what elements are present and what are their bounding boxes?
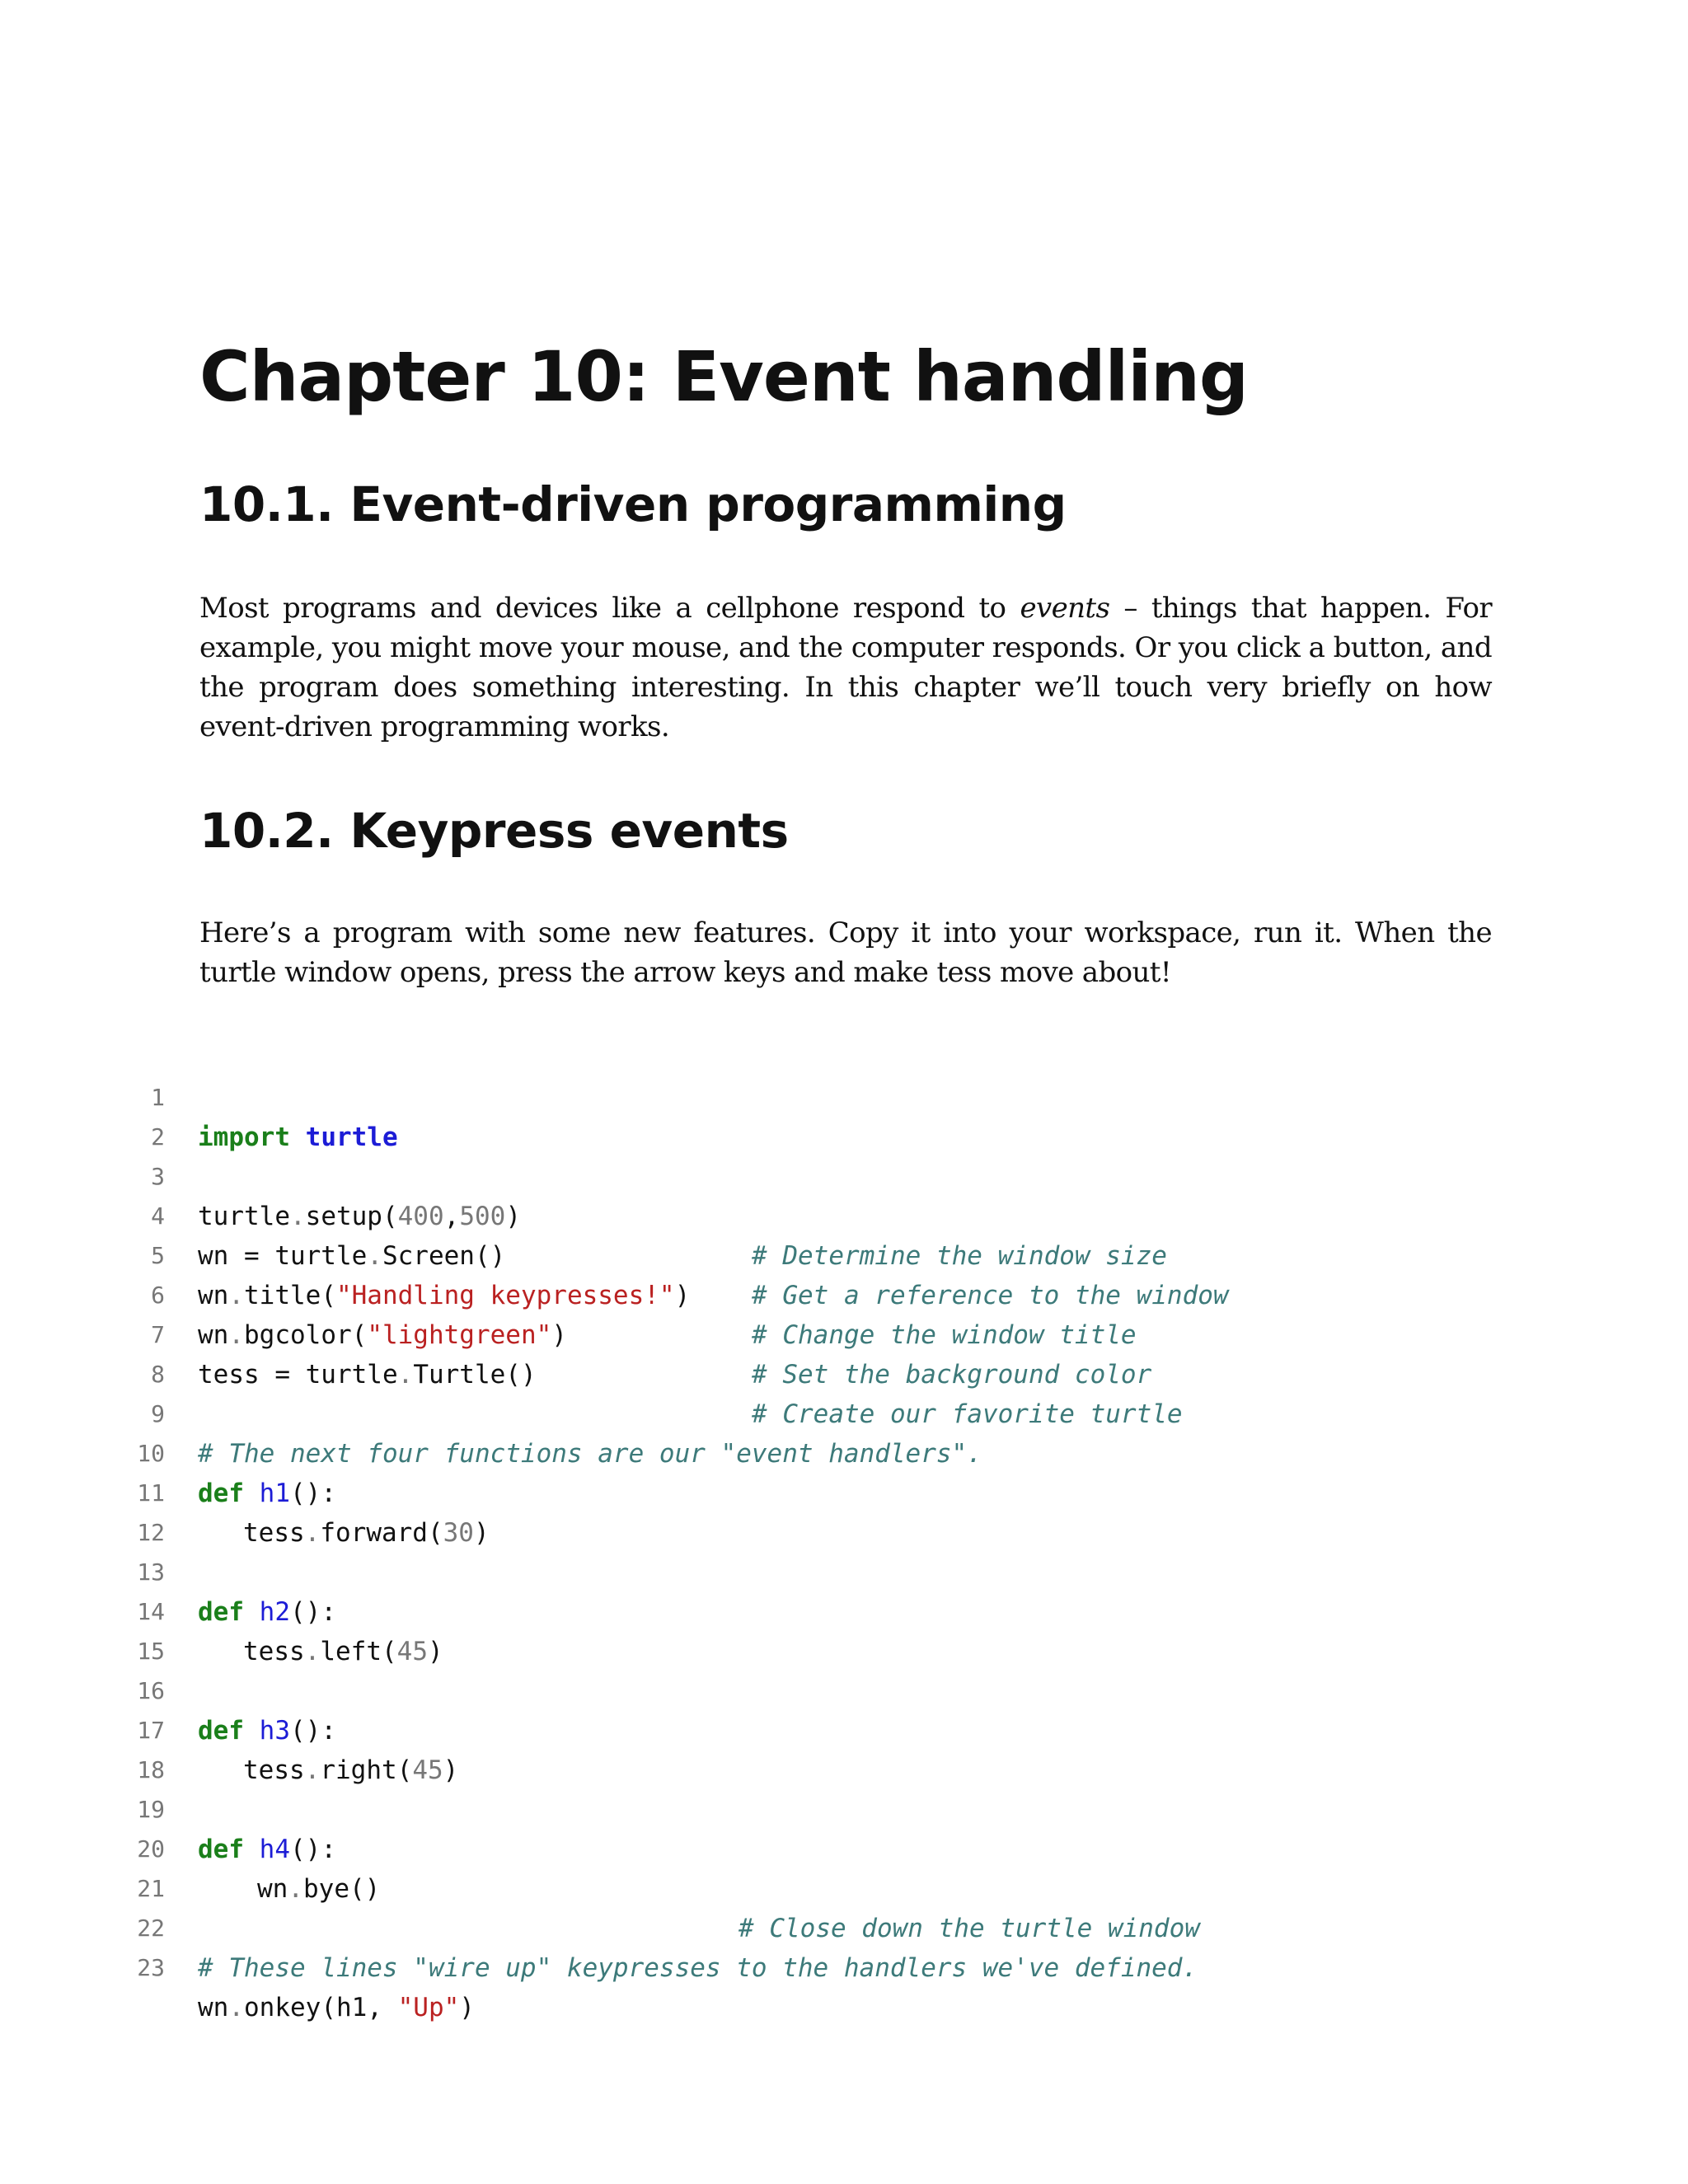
line-number: 14 (137, 1598, 165, 1625)
line-number: 4 (151, 1202, 165, 1230)
code-dot: . (228, 1320, 244, 1350)
line-number: 21 (137, 1875, 165, 1902)
code-text: ) (473, 1518, 490, 1548)
line-number: 2 (151, 1123, 165, 1151)
code-comment: # Create our favorite turtle (752, 1399, 1183, 1429)
code-text: bgcolor( (244, 1320, 368, 1350)
code-text: forward( (320, 1518, 443, 1548)
code-text: tess (243, 1637, 305, 1666)
code-keyword: def (198, 1479, 244, 1508)
code-function-name: h4 (259, 1835, 290, 1864)
line-number: 12 (137, 1519, 165, 1546)
line-number: 6 (151, 1282, 165, 1309)
code-text: , (443, 1202, 460, 1231)
code-text: ) (443, 1755, 459, 1785)
code-text: Turtle() (413, 1360, 537, 1390)
line-number: 8 (151, 1361, 165, 1388)
code-keyword: def (198, 1835, 244, 1864)
code-text: onkey(h1, (244, 1993, 398, 2022)
code-keyword: def (198, 1716, 244, 1746)
code-text: (): (290, 1597, 336, 1627)
line-number: 19 (137, 1796, 165, 1823)
code-number: 45 (396, 1637, 428, 1666)
line-number: 9 (151, 1400, 165, 1427)
code-comment: # Set the background color (752, 1360, 1152, 1390)
line-number: 17 (137, 1717, 165, 1744)
para-text-part: – things that happen. For example, you might move your mouse, and the computer responds. Or you click a button, and the program does something interesting. In this chapter we’ll touch very briefly on how event-driven programming works. (199, 592, 1492, 743)
code-text: wn (198, 1320, 229, 1350)
code-module: turtle (305, 1122, 398, 1152)
code-number: 500 (459, 1202, 506, 1231)
code-comment: # Change the window title (752, 1320, 1137, 1350)
code-dot: . (289, 1202, 306, 1231)
code-function-name: h1 (259, 1479, 290, 1508)
para-text-part: Most programs and devices like a cellphone respond to (199, 592, 1020, 625)
code-text: setup( (305, 1202, 398, 1231)
chapter-title: Chapter 10: Event handling (199, 336, 1249, 417)
code-dot: . (288, 1874, 303, 1904)
code-text: wn (198, 1993, 229, 2022)
code-dot: . (304, 1637, 321, 1666)
line-number: 15 (137, 1638, 165, 1665)
code-text: ) (674, 1281, 691, 1310)
code-text: bye() (303, 1874, 381, 1904)
code-dot: . (304, 1755, 321, 1785)
section-title-keypress: 10.2. Keypress events (199, 803, 789, 859)
section-paragraph-event-driven (199, 588, 1492, 747)
code-function-name: h3 (259, 1716, 290, 1746)
code-keyword: def (198, 1597, 244, 1627)
line-number: 22 (137, 1915, 165, 1942)
code-keyword: import (198, 1122, 290, 1152)
code-text: wn (257, 1874, 288, 1904)
code-number: 400 (397, 1202, 444, 1231)
line-number: 16 (137, 1677, 165, 1704)
code-text: (): (290, 1479, 336, 1508)
code-text: tess = turtle (198, 1360, 398, 1390)
code-string: "Handling keypresses!" (335, 1281, 675, 1310)
line-number: 10 (137, 1440, 165, 1467)
code-text: tess (243, 1518, 305, 1548)
code-source (198, 1988, 475, 2027)
line-number: 3 (151, 1163, 165, 1190)
code-string: "Up" (397, 1993, 460, 2022)
code-dot: . (304, 1518, 321, 1548)
code-text: wn = turtle (198, 1241, 368, 1271)
line-number: 7 (151, 1321, 165, 1348)
code-comment: # Close down the turtle window (738, 1914, 1200, 1943)
code-text: ) (459, 1993, 475, 2022)
code-comment: # These lines "wire up" keypresses to the handlers we've defined. (198, 1953, 1198, 1983)
code-line (0, 1038, 1688, 1152)
code-text: Screen() (382, 1241, 506, 1271)
code-dot: . (367, 1241, 382, 1271)
code-dot: . (397, 1360, 414, 1390)
line-number: 11 (137, 1479, 165, 1507)
code-dot: . (228, 1281, 244, 1310)
code-text: turtle (198, 1202, 290, 1231)
line-number: 13 (137, 1558, 165, 1586)
code-comment: # The next four functions are our "event handlers". (198, 1439, 982, 1469)
code-text: right( (320, 1755, 413, 1785)
code-number: 45 (412, 1755, 443, 1785)
line-number: 5 (151, 1242, 165, 1269)
code-text: ) (427, 1637, 443, 1666)
code-comment: # Get a reference to the window (752, 1281, 1229, 1310)
code-comment: # Determine the window size (752, 1241, 1167, 1271)
code-dot: . (228, 1993, 244, 2022)
code-text: left( (320, 1637, 397, 1666)
code-text: wn (198, 1281, 229, 1310)
code-number: 30 (443, 1518, 474, 1548)
code-text: (): (290, 1716, 336, 1746)
section-paragraph-keypress: Here’s a program with some new features. Copy it into your workspace, run it. When the turtle window opens, press the arrow keys and make tess move about! (199, 916, 1492, 989)
line-number: 20 (137, 1835, 165, 1863)
code-text: title( (244, 1281, 336, 1310)
code-text: ) (505, 1202, 521, 1231)
para-emphasis: events (1020, 592, 1110, 625)
line-number: 23 (137, 1954, 165, 1981)
section-title-event-driven: 10.1. Event-driven programming (199, 476, 1067, 532)
code-function-name: h2 (259, 1597, 290, 1627)
code-text: ) (551, 1320, 567, 1350)
line-number: 18 (137, 1756, 165, 1783)
code-text: tess (243, 1755, 305, 1785)
line-number: 1 (151, 1084, 165, 1111)
code-text: (): (290, 1835, 336, 1864)
code-string: "lightgreen" (367, 1320, 552, 1350)
